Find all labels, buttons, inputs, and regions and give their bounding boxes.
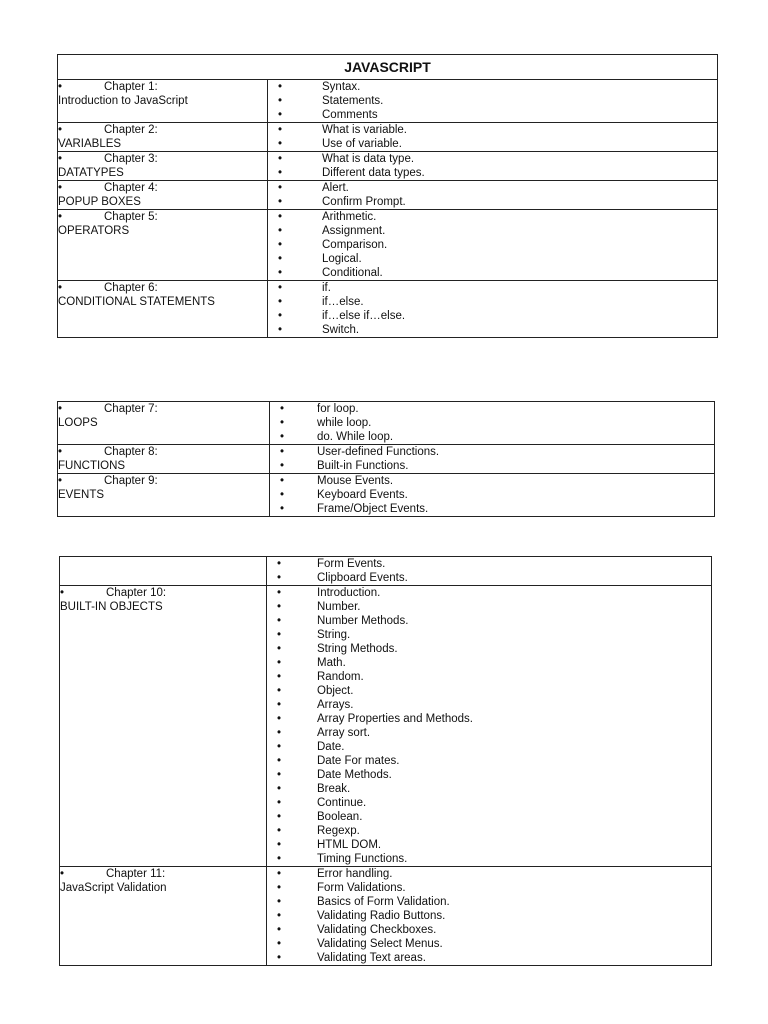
chapter-title: BUILT-IN OBJECTS: [60, 601, 163, 613]
chapter-label: Chapter 7:: [104, 403, 158, 415]
topic-item: [267, 782, 711, 796]
topic-text: Array Properties and Methods.: [317, 713, 473, 725]
topic-text: What is data type.: [322, 153, 415, 165]
bullet-icon: •: [277, 853, 282, 865]
topic-item: [268, 152, 717, 166]
bullet-icon: •: [280, 489, 285, 501]
topic-text: do. While loop.: [317, 431, 394, 443]
topic-item: [267, 614, 711, 628]
chapter-number: [58, 181, 267, 195]
bullet-icon: •: [280, 403, 285, 415]
chapter-title: Introduction to JavaScript: [58, 95, 188, 107]
bullet-icon: •: [278, 182, 283, 194]
topic-item: [270, 402, 714, 416]
chapter-title: LOOPS: [58, 417, 98, 429]
chapter-label: Chapter 2:: [104, 124, 158, 136]
topic-text: Switch.: [322, 324, 360, 336]
topic-item: [270, 488, 714, 502]
bullet-icon: •: [277, 713, 282, 725]
topic-text: Keyboard Events.: [317, 489, 408, 501]
chapter-number: [58, 123, 267, 137]
chapter-label: Chapter 4:: [104, 182, 158, 194]
bullet-icon: •: [277, 629, 282, 641]
topic-text: Validating Text areas.: [317, 952, 426, 964]
chapter-title: FUNCTIONS: [58, 460, 126, 472]
table-2-body: [58, 402, 715, 517]
topic-text: Frame/Object Events.: [317, 503, 429, 515]
topic-item: [267, 740, 711, 754]
topics-cell: [268, 281, 718, 338]
topic-text: HTML DOM.: [317, 839, 382, 851]
bullet-icon: •: [277, 699, 282, 711]
bullet-icon: •: [277, 601, 282, 613]
chapter-cell: [60, 557, 267, 586]
chapter-row: [60, 557, 712, 586]
bullet-icon: •: [278, 239, 283, 251]
topic-item: [270, 430, 714, 444]
topic-text: Form Events.: [317, 558, 386, 570]
bullet-icon: •: [278, 253, 283, 265]
topic-text: Validating Select Menus.: [317, 938, 443, 950]
topic-item: [267, 923, 711, 937]
bullet-icon: •: [58, 81, 63, 93]
topic-text: Number.: [317, 601, 361, 613]
chapter-title: JavaScript Validation: [60, 882, 167, 894]
topic-text: What is variable.: [322, 124, 408, 136]
chapter-row: [60, 867, 712, 966]
bullet-icon: •: [58, 153, 63, 165]
topic-text: Mouse Events.: [317, 475, 394, 487]
topic-list: [267, 867, 711, 965]
topic-text: Timing Functions.: [317, 853, 408, 865]
bullet-icon: •: [278, 95, 283, 107]
bullet-icon: •: [277, 615, 282, 627]
chapter-cell: [58, 80, 268, 123]
topic-list: [268, 281, 717, 337]
topic-item: [267, 571, 711, 585]
topic-text: Statements.: [322, 95, 384, 107]
bullet-icon: •: [58, 403, 63, 415]
chapter-row: [58, 210, 718, 281]
topic-item: [268, 80, 717, 94]
topic-text: Logical.: [322, 253, 362, 265]
topic-text: Assignment.: [322, 225, 386, 237]
bullet-icon: •: [277, 839, 282, 851]
topic-list: [270, 445, 714, 473]
topic-text: Conditional.: [322, 267, 383, 279]
topic-item: [267, 754, 711, 768]
bullet-icon: •: [277, 572, 282, 584]
topics-cell: [270, 402, 715, 445]
topic-text: Error handling.: [317, 868, 393, 880]
syllabus-table-2: [57, 401, 715, 517]
topic-text: Array sort.: [317, 727, 371, 739]
topic-text: Alert.: [322, 182, 349, 194]
topic-text: for loop.: [317, 403, 359, 415]
topic-item: [267, 726, 711, 740]
bullet-icon: •: [277, 685, 282, 697]
topic-text: Validating Checkboxes.: [317, 924, 437, 936]
topic-item: [267, 684, 711, 698]
chapter-label: Chapter 8:: [104, 446, 158, 458]
chapter-label: Chapter 1:: [104, 81, 158, 93]
topic-list: [268, 210, 717, 280]
topic-list: [270, 474, 714, 516]
chapter-label: Chapter 11:: [106, 868, 166, 880]
topic-text: Comparison.: [322, 239, 388, 251]
topic-item: [270, 502, 714, 516]
bullet-icon: •: [277, 924, 282, 936]
topic-item: [268, 266, 717, 280]
topic-list: [267, 557, 711, 585]
topic-text: Date For mates.: [317, 755, 400, 767]
topic-item: [267, 712, 711, 726]
chapter-row: [58, 181, 718, 210]
topic-text: Math.: [317, 657, 346, 669]
title-row: [58, 55, 718, 80]
topic-item: [270, 416, 714, 430]
chapter-row: [58, 80, 718, 123]
chapter-row: [58, 474, 715, 517]
chapter-label: Chapter 10:: [106, 587, 167, 599]
topic-item: [267, 628, 711, 642]
topic-item: [267, 698, 711, 712]
topic-text: if…else.: [322, 296, 364, 308]
bullet-icon: •: [278, 167, 283, 179]
bullet-icon: •: [280, 431, 285, 443]
syllabus-table-3: [59, 556, 712, 966]
topic-item: [268, 295, 717, 309]
bullet-icon: •: [280, 417, 285, 429]
topic-item: [268, 238, 717, 252]
topic-item: [268, 137, 717, 151]
bullet-icon: •: [58, 211, 63, 223]
bullet-icon: •: [280, 460, 285, 472]
topic-item: [267, 586, 711, 600]
chapter-cell: [60, 586, 267, 867]
bullet-icon: •: [278, 138, 283, 150]
chapter-row: [60, 586, 712, 867]
bullet-icon: •: [277, 727, 282, 739]
topic-text: Built-in Functions.: [317, 460, 409, 472]
bullet-icon: •: [58, 182, 63, 194]
topic-text: Number Methods.: [317, 615, 409, 627]
bullet-icon: •: [277, 952, 282, 964]
topic-item: [268, 309, 717, 323]
chapter-number: [58, 152, 267, 166]
topic-text: Comments: [322, 109, 378, 121]
chapter-number: [58, 445, 269, 459]
bullet-icon: •: [278, 296, 283, 308]
chapter-title: VARIABLES: [58, 138, 122, 150]
topic-text: Form Validations.: [317, 882, 406, 894]
chapter-number: [60, 586, 266, 600]
chapter-label: Chapter 9:: [104, 475, 158, 487]
topic-text: Random.: [317, 671, 364, 683]
topic-text: Boolean.: [317, 811, 363, 823]
topic-item: [267, 881, 711, 895]
bullet-icon: •: [278, 109, 283, 121]
topics-cell: [268, 80, 718, 123]
bullet-icon: •: [277, 587, 282, 599]
topic-item: [267, 895, 711, 909]
chapter-title: EVENTS: [58, 489, 105, 501]
bullet-icon: •: [277, 769, 282, 781]
topic-text: if…else if…else.: [322, 310, 406, 322]
bullet-icon: •: [277, 643, 282, 655]
chapter-cell: [58, 402, 270, 445]
bullet-icon: •: [58, 475, 63, 487]
bullet-icon: •: [60, 587, 65, 599]
topic-text: if.: [322, 282, 331, 294]
topics-cell: [267, 867, 712, 966]
page-title: JAVASCRIPT: [58, 55, 718, 80]
topic-text: Different data types.: [322, 167, 425, 179]
bullet-icon: •: [60, 868, 65, 880]
topic-text: Date Methods.: [317, 769, 392, 781]
chapter-number: [58, 474, 269, 488]
bullet-icon: •: [277, 882, 282, 894]
topic-text: Date.: [317, 741, 345, 753]
bullet-icon: •: [280, 503, 285, 515]
topic-item: [267, 670, 711, 684]
chapter-cell: [58, 281, 268, 338]
topic-text: Use of variable.: [322, 138, 402, 150]
topic-item: [268, 252, 717, 266]
bullet-icon: •: [277, 558, 282, 570]
chapter-row: [58, 281, 718, 338]
topic-list: [268, 123, 717, 151]
topic-item: [268, 224, 717, 238]
topic-item: [268, 281, 717, 295]
bullet-icon: •: [58, 282, 63, 294]
topic-text: User-defined Functions.: [317, 446, 440, 458]
bullet-icon: •: [58, 124, 63, 136]
chapter-cell: [58, 123, 268, 152]
bullet-icon: •: [277, 671, 282, 683]
bullet-icon: •: [277, 657, 282, 669]
topic-text: Arrays.: [317, 699, 354, 711]
topic-item: [267, 867, 711, 881]
table-3-body: [60, 557, 712, 966]
bullet-icon: •: [277, 797, 282, 809]
topic-item: [267, 600, 711, 614]
topics-cell: [268, 123, 718, 152]
chapter-cell: [58, 181, 268, 210]
topic-list: [268, 80, 717, 122]
topic-text: String.: [317, 629, 351, 641]
bullet-icon: •: [278, 124, 283, 136]
topic-item: [268, 94, 717, 108]
bullet-icon: •: [278, 81, 283, 93]
topic-item: [267, 824, 711, 838]
topic-item: [267, 656, 711, 670]
bullet-icon: •: [277, 755, 282, 767]
chapter-number: [58, 281, 267, 295]
topic-item: [270, 445, 714, 459]
chapter-cell: [60, 867, 267, 966]
topic-text: Regexp.: [317, 825, 360, 837]
bullet-icon: •: [277, 868, 282, 880]
chapter-cell: [58, 152, 268, 181]
topic-list: [268, 152, 717, 180]
topic-text: Continue.: [317, 797, 367, 809]
bullet-icon: •: [278, 211, 283, 223]
bullet-icon: •: [278, 153, 283, 165]
topic-item: [267, 796, 711, 810]
bullet-icon: •: [277, 825, 282, 837]
topic-text: Object.: [317, 685, 354, 697]
topic-item: [267, 852, 711, 866]
topic-item: [268, 181, 717, 195]
chapter-number: [58, 80, 267, 94]
topic-item: [268, 195, 717, 209]
topic-item: [267, 557, 711, 571]
chapter-title: CONDITIONAL STATEMENTS: [58, 296, 215, 308]
bullet-icon: •: [280, 446, 285, 458]
bullet-icon: •: [278, 196, 283, 208]
chapter-label: Chapter 6:: [104, 282, 158, 294]
topics-cell: [267, 557, 712, 586]
chapter-row: [58, 402, 715, 445]
topic-item: [268, 323, 717, 337]
topic-text: Clipboard Events.: [317, 572, 408, 584]
bullet-icon: •: [278, 282, 283, 294]
topics-cell: [268, 181, 718, 210]
bullet-icon: •: [278, 225, 283, 237]
chapter-title: POPUP BOXES: [58, 196, 141, 208]
topic-item: [267, 810, 711, 824]
bullet-icon: •: [58, 446, 63, 458]
topic-item: [270, 474, 714, 488]
topic-item: [268, 210, 717, 224]
topic-text: while loop.: [317, 417, 372, 429]
topic-item: [267, 909, 711, 923]
topic-list: [267, 586, 711, 866]
chapter-number: [58, 210, 267, 224]
bullet-icon: •: [277, 783, 282, 795]
chapter-cell: [58, 474, 270, 517]
chapter-cell: [58, 210, 268, 281]
topic-item: [267, 951, 711, 965]
bullet-icon: •: [277, 910, 282, 922]
chapter-label: Chapter 5:: [104, 211, 158, 223]
chapter-title: OPERATORS: [58, 225, 130, 237]
chapter-cell: [58, 445, 270, 474]
bullet-icon: •: [278, 267, 283, 279]
topic-text: Syntax.: [322, 81, 361, 93]
topic-list: [270, 402, 714, 444]
topic-item: [268, 123, 717, 137]
topics-cell: [268, 152, 718, 181]
topic-text: Arithmetic.: [322, 211, 377, 223]
bullet-icon: •: [280, 475, 285, 487]
syllabus-table-1: [57, 54, 718, 338]
bullet-icon: •: [277, 938, 282, 950]
table-1-body: [58, 80, 718, 338]
chapter-label: Chapter 3:: [104, 153, 158, 165]
chapter-number: [60, 867, 266, 881]
topics-cell: [267, 586, 712, 867]
topic-item: [270, 459, 714, 473]
chapter-number: [58, 402, 269, 416]
chapter-row: [58, 152, 718, 181]
chapter-row: [58, 123, 718, 152]
topic-item: [267, 838, 711, 852]
bullet-icon: •: [277, 741, 282, 753]
topic-list: [268, 181, 717, 209]
topic-text: Break.: [317, 783, 351, 795]
bullet-icon: •: [277, 811, 282, 823]
topics-cell: [270, 474, 715, 517]
topic-text: Confirm Prompt.: [322, 196, 406, 208]
topic-text: Validating Radio Buttons.: [317, 910, 446, 922]
bullet-icon: •: [278, 310, 283, 322]
topic-item: [267, 642, 711, 656]
topic-item: [268, 108, 717, 122]
topic-text: String Methods.: [317, 643, 398, 655]
topic-item: [267, 768, 711, 782]
topic-text: Basics of Form Validation.: [317, 896, 450, 908]
topic-item: [267, 937, 711, 951]
topics-cell: [268, 210, 718, 281]
bullet-icon: •: [277, 896, 282, 908]
bullet-icon: •: [278, 324, 283, 336]
topics-cell: [270, 445, 715, 474]
topic-text: Introduction.: [317, 587, 381, 599]
topic-item: [268, 166, 717, 180]
chapter-title: DATATYPES: [58, 167, 124, 179]
chapter-row: [58, 445, 715, 474]
